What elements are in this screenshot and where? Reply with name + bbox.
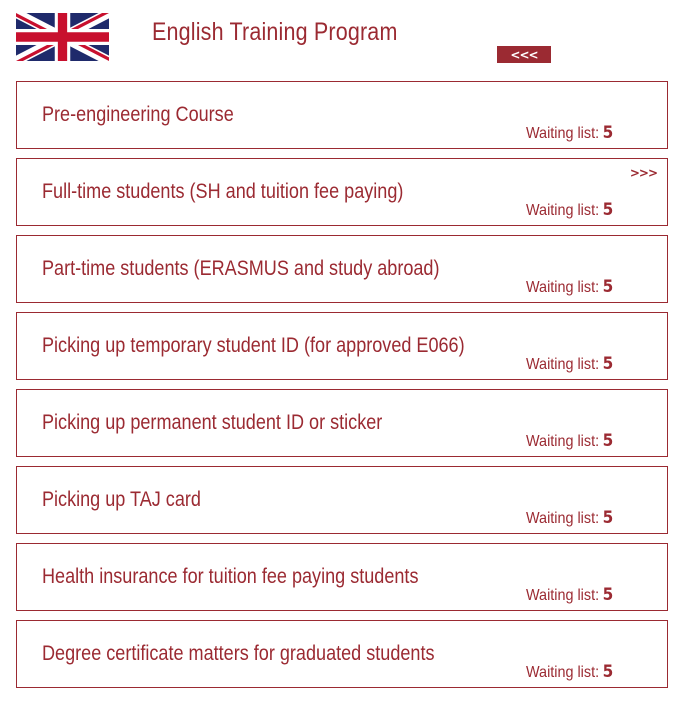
next-button[interactable]: >>> bbox=[629, 166, 657, 180]
uk-flag-icon bbox=[16, 13, 109, 61]
waiting-list-label: Waiting list: bbox=[526, 664, 600, 681]
queue-item-label: Degree certificate matters for graduated students bbox=[42, 642, 435, 665]
queue-item-health-insurance[interactable] bbox=[16, 543, 668, 611]
waiting-list-label: Waiting list: bbox=[526, 433, 600, 450]
waiting-list-label: Waiting list: bbox=[526, 356, 600, 373]
waiting-count: 5 bbox=[602, 123, 614, 143]
waiting-list-label: Waiting list: bbox=[526, 202, 600, 219]
waiting-list-info bbox=[526, 354, 613, 374]
waiting-list-info bbox=[526, 662, 613, 682]
waiting-count: 5 bbox=[602, 354, 614, 374]
queue-item-part-time[interactable] bbox=[16, 235, 668, 303]
queue-item-taj-card[interactable] bbox=[16, 466, 668, 534]
queue-list bbox=[16, 81, 668, 697]
queue-item-label: Health insurance for tuition fee paying students bbox=[42, 565, 419, 588]
waiting-list-info bbox=[526, 431, 613, 451]
waiting-count: 5 bbox=[602, 200, 614, 220]
queue-item-label: Part-time students (ERASMUS and study abroad) bbox=[42, 257, 440, 280]
waiting-list-info bbox=[526, 200, 613, 220]
waiting-count: 5 bbox=[602, 431, 614, 451]
waiting-list-label: Waiting list: bbox=[526, 125, 600, 142]
waiting-list-info bbox=[526, 277, 613, 297]
queue-item-degree-certificate[interactable] bbox=[16, 620, 668, 688]
waiting-count: 5 bbox=[602, 585, 614, 605]
waiting-list-info bbox=[526, 585, 613, 605]
waiting-count: 5 bbox=[602, 662, 614, 682]
waiting-count: 5 bbox=[602, 277, 614, 297]
queue-item-label: Picking up permanent student ID or sticker bbox=[42, 411, 383, 434]
queue-item-label: Pre-engineering Course bbox=[42, 103, 234, 126]
queue-item-permanent-id[interactable] bbox=[16, 389, 668, 457]
waiting-list-label: Waiting list: bbox=[526, 510, 600, 527]
queue-item-label: Picking up TAJ card bbox=[42, 488, 201, 511]
queue-item-full-time[interactable] bbox=[16, 158, 668, 226]
page-title: English Training Program bbox=[152, 18, 398, 46]
waiting-list-label: Waiting list: bbox=[526, 279, 600, 296]
queue-item-temporary-id[interactable] bbox=[16, 312, 668, 380]
waiting-list-label: Waiting list: bbox=[526, 587, 600, 604]
queue-item-label: Picking up temporary student ID (for approved E066) bbox=[42, 334, 465, 357]
queue-item-pre-engineering[interactable] bbox=[16, 81, 668, 149]
waiting-list-info bbox=[526, 123, 613, 143]
waiting-list-info bbox=[526, 508, 613, 528]
queue-item-label: Full-time students (SH and tuition fee paying) bbox=[42, 180, 404, 203]
back-button[interactable]: <<< bbox=[497, 46, 551, 63]
waiting-count: 5 bbox=[602, 508, 614, 528]
